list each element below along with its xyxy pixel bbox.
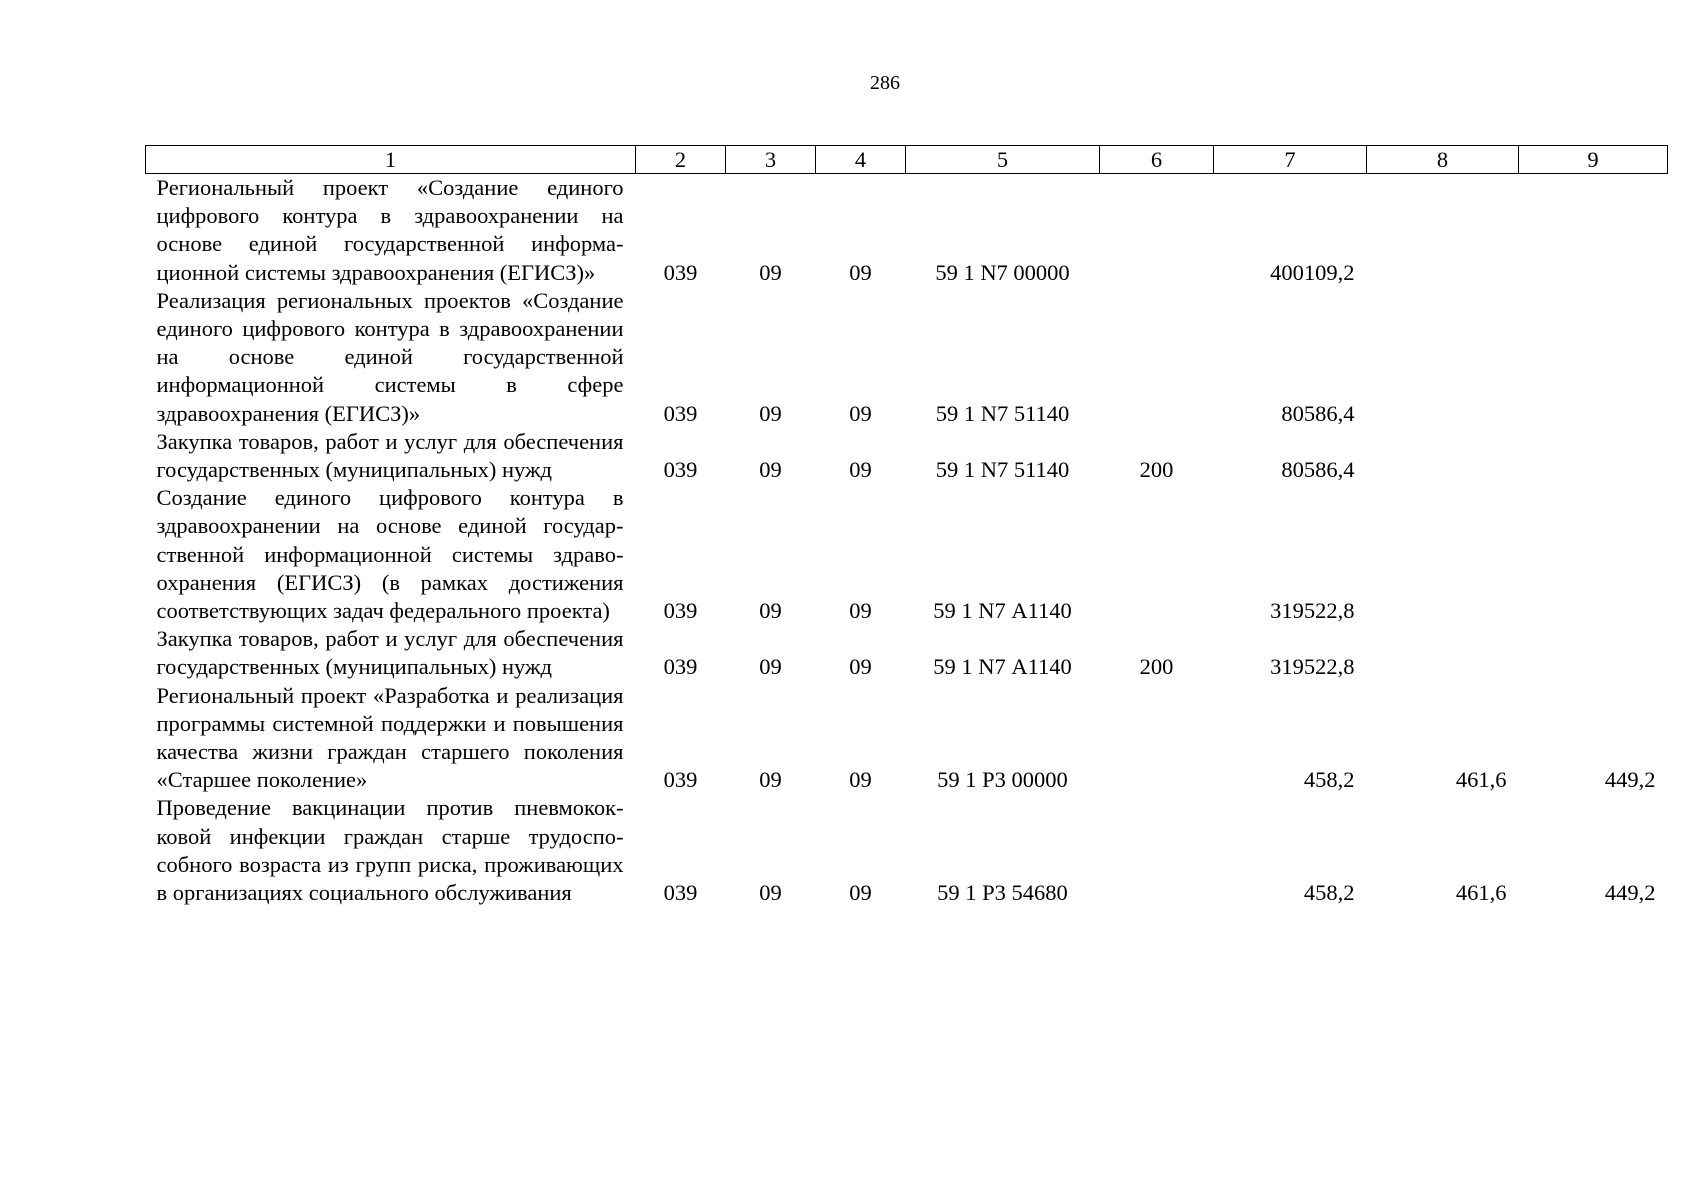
row-name: Проведение вакцинации против пневмококковой инфекции граждан старше трудоспособного возраста из групп риска, проживающих в организациях социального обслуживания: [156, 795, 624, 906]
row-name: Создание единого цифрового контура в здравоохранении на основе единой государственной информационной системы здравоохранения (ЕГИСЗ) (в рамках достижения соответствующих задач федерального проекта): [156, 485, 624, 624]
table-row: [146, 484, 1668, 625]
page-number: 286: [870, 72, 900, 94]
row-amount-9: [1519, 174, 1668, 287]
row-code-6: 200: [1139, 457, 1174, 483]
row-code-2: 039: [663, 880, 698, 906]
row-code-4: 09: [849, 654, 872, 680]
row-amount-7: 80586,4: [1281, 457, 1355, 483]
row-code-4: 09: [849, 598, 872, 624]
row-amount-7: 319522,8: [1270, 598, 1355, 624]
row-code-5: 59 1 N7 51140: [935, 457, 1070, 483]
row-amount-9: 449,2: [1604, 880, 1656, 906]
row-amount-8: 461,6: [1455, 880, 1507, 906]
table-body: [146, 174, 1668, 908]
row-amount-9: 449,2: [1604, 767, 1656, 793]
header-col-5: 5: [906, 146, 1100, 174]
row-code-2: 039: [663, 767, 698, 793]
row-amount-9: [1519, 287, 1668, 428]
row-code-4: 09: [849, 880, 872, 906]
row-code-4: 09: [849, 457, 872, 483]
row-code-6: [1100, 484, 1214, 625]
row-amount-7: 400109,2: [1270, 259, 1355, 285]
table-row: [146, 174, 1668, 287]
row-code-5: 59 1 N7 А1140: [933, 598, 1072, 624]
row-name: Реализация региональных проектов «Создание единого цифрового контура в здравоохранении на основе единой государственной информационной системы в сфере здравоохранения (ЕГИСЗ)»: [156, 287, 624, 426]
row-amount-8: [1367, 287, 1519, 428]
row-code-3: 09: [759, 457, 782, 483]
row-amount-8: [1367, 174, 1519, 287]
row-amount-9: [1519, 428, 1668, 484]
row-code-5: 59 1 N7 А1140: [933, 654, 1072, 680]
row-amount-9: [1519, 484, 1668, 625]
header-col-4: 4: [816, 146, 906, 174]
row-amount-7: 458,2: [1303, 880, 1355, 906]
row-amount-7: 80586,4: [1281, 400, 1355, 426]
row-code-6: [1100, 174, 1214, 287]
row-code-5: 59 1 P3 54680: [937, 880, 1068, 906]
table-row: [146, 287, 1668, 428]
header-col-3: 3: [726, 146, 816, 174]
row-code-2: 039: [663, 598, 698, 624]
table-row: [146, 794, 1668, 907]
row-code-2: 039: [663, 457, 698, 483]
row-code-2: 039: [663, 400, 698, 426]
row-code-6: 200: [1139, 654, 1174, 680]
row-code-4: 09: [849, 259, 872, 285]
row-amount-7: 458,2: [1303, 767, 1355, 793]
table-row: [146, 682, 1668, 795]
header-col-1: 1: [146, 146, 636, 174]
header-col-9: 9: [1519, 146, 1668, 174]
row-code-3: 09: [759, 880, 782, 906]
table-row: [146, 428, 1668, 484]
row-name: Закупка товаров, работ и услуг для обеспечения государственных (муниципальных) нужд: [156, 626, 624, 680]
row-amount-8: [1367, 428, 1519, 484]
table-row: [146, 625, 1668, 681]
row-code-6: [1100, 287, 1214, 428]
row-code-3: 09: [759, 400, 782, 426]
row-code-6: [1100, 682, 1214, 795]
row-code-2: 039: [663, 259, 698, 285]
row-code-5: 59 1 N7 51140: [935, 400, 1070, 426]
row-code-4: 09: [849, 767, 872, 793]
row-code-3: 09: [759, 598, 782, 624]
row-amount-8: 461,6: [1455, 767, 1507, 793]
row-code-3: 09: [759, 654, 782, 680]
row-amount-7: 319522,8: [1270, 654, 1355, 680]
row-code-3: 09: [759, 767, 782, 793]
budget-table: [145, 145, 1668, 907]
row-amount-8: [1367, 484, 1519, 625]
row-code-5: 59 1 P3 00000: [937, 767, 1068, 793]
row-code-4: 09: [849, 400, 872, 426]
table-header: [146, 146, 1668, 174]
row-name: Региональный проект «Разработка и реализация программы системной поддержки и повышения качества жизни граждан старшего поколения «Старшее поколение»: [156, 682, 624, 793]
row-name: Региональный проект «Создание единого цифрового контура в здравоохранении на основе единой государственной информационной системы здравоохранения (ЕГИСЗ)»: [156, 175, 624, 285]
row-code-6: [1100, 794, 1214, 907]
row-name: Закупка товаров, работ и услуг для обеспечения государственных (муниципальных) нужд: [156, 428, 624, 483]
header-col-6: 6: [1100, 146, 1214, 174]
row-code-2: 039: [663, 654, 698, 680]
header-col-8: 8: [1367, 146, 1519, 174]
header-row: [146, 146, 1668, 174]
header-col-7: 7: [1214, 146, 1367, 174]
row-code-3: 09: [759, 259, 782, 285]
header-col-2: 2: [636, 146, 726, 174]
row-amount-9: [1519, 625, 1668, 681]
row-code-5: 59 1 N7 00000: [935, 259, 1070, 285]
row-amount-8: [1367, 625, 1519, 681]
